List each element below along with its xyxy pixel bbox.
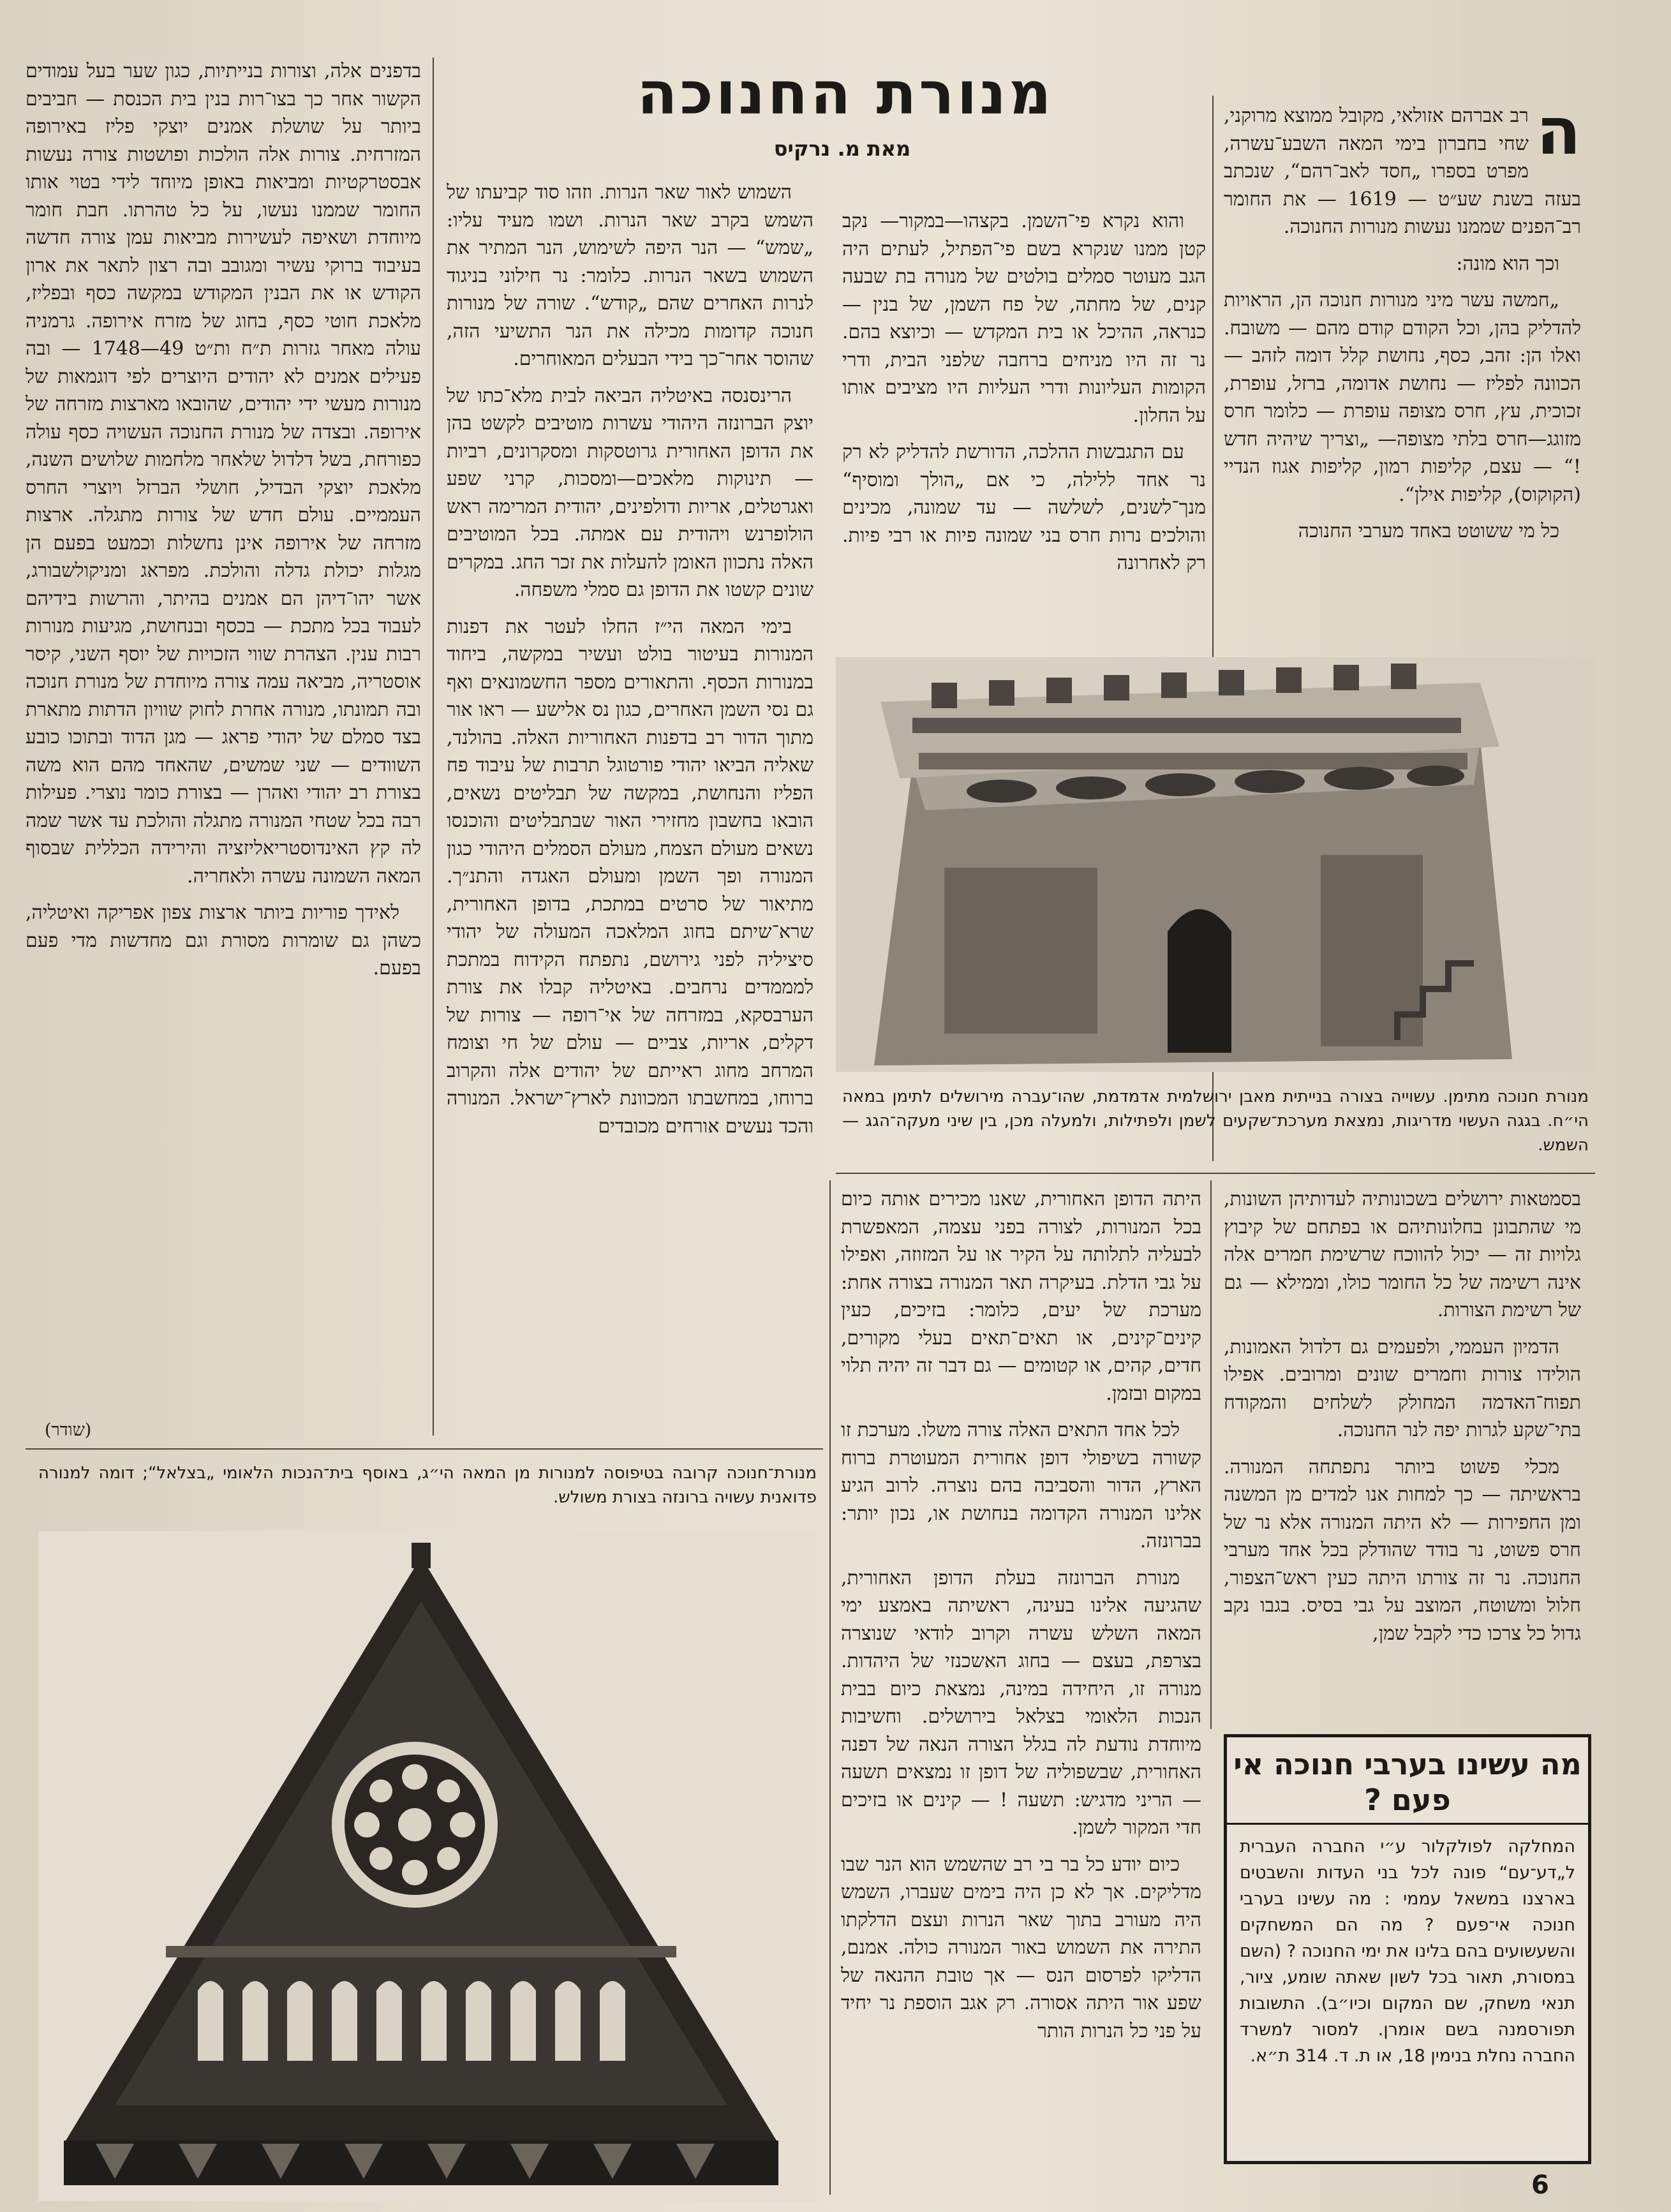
photo-caption-bottom: מנורת־חנוכה קרובה בטיפוסה למנורות מן המאה הי״ג, באוסף בית־הנכות הלאומי „בצלאל“; דומה למנורה פדואנית עשויה ברונזה בצורת משולש. <box>38 1464 817 1507</box>
signature: (שודר) <box>45 1420 92 1440</box>
folklore-appeal-box <box>1224 1734 1591 2164</box>
paragraph: הרינסנסה באיטליה הביאה לבית מלא־כתו של יוצק הברונזה היהודי עשרות מוטיבים לקשט בהן את הדופן האחורית גרוטסקות ומסקרונים, רביות — תינוקות מלאכים—ומסכות, קרני שפע ואגרטלים, אריות ודולפינים, יהודית המרימה ראש הולופרנש ויהודית עם אמתה. בכל המוטיבים האלה נתכוון האומן להעלות את זכר החג. במקרים שונים קשטו את הדופן גם סמלי משפחה. <box>447 384 813 601</box>
column-middle-top <box>842 207 1206 648</box>
paragraph: כל מי ששוטט באחד מערבי החנוכה <box>1298 520 1559 542</box>
paragraph: לאידך פוריות ביותר ארצות צפון אפריקה ואיטליה, כשהן גם שומרות מסורת וגם מחדשות מדי פעם בפעם. <box>26 902 421 979</box>
caption-rule <box>26 1448 823 1450</box>
box-body: המחלקה לפולקלור ע״י החברה העברית ל„דע־עם“ פונה לכל בני העדות והשבטים בארצנו במשאל עממי : מה עשינו בערבי חנוכה אי־פעם ? מה הם המשחקים והשעשועים בהם בלינו את ימי החנוכה ? (השם במסורת, תאור בכל לשון שאתה שומע, ציור, תנאי משחק, שם המקום וכיו״ב). התשובות תפורסמנה בשם אומרן. למסור למשרד החברה נחלת בנימין 18, או ת. ד. 314 ת״א. <box>1240 1837 1575 2066</box>
paragraph: בימי המאה הי״ז החלו לעטר את דפנות המנורות בעיטור בולט ועשיר במקשה, ביחוד במנורות הכסף. והתאורים מספר החשמונאים ואף גם נסי השמן האחרים, כגון נס אלישע — ראו אור מתוך הדור רב בדפנות האחוריות האלה. בהולנד, שאליה הביאו יהודי פורטוגל תרבות של עיבוד פח הפליז והנחושת, במקשה של תבליטים נשאים, הובאו בחשבון מחזירי האור שבתבליטים והוכנסו נשאים מעולם הצמח, מעולם הסמלים היהודי כגון המנורה ופך השמן ומעולם האגדה והתנ״ך. מתיאור של סרטים במתכת, בדופן האחורית, שרא־שיתם בחוג המלאכה המעולה של יהודי סיציליה לפני גירושם, נתפתח הקידוח במתכת למממדים נרחבים. באיטליה קבלו את צורת הערבסקא, במזרחה של אי־רופה — צורות של דקלים, אריות, צביים — עולם של חי וצומח המרחב מחוג ראייתם של יהודים אלה והקרוב ברוחו, במחשבתו המכוונת לארץ־ישראל. המנורה והכד נעשים אורחים מכובדים <box>447 615 813 1138</box>
column-right-top <box>1224 102 1581 651</box>
page-number: 6 <box>1531 2171 1549 2200</box>
drop-cap: ה <box>1536 102 1581 170</box>
article-byline: מאת מ. נרקיס <box>773 137 911 161</box>
triangular-bronze-menorah-photo <box>38 1531 817 2201</box>
column-right-bottom <box>1224 1185 1581 1728</box>
paragraph: מנורת הברונזה בעלת הדופן האחורית, שהגיעה אלינו בעינה, ראשיתה באמצע ימי המאה השלש עשרה וקרוב לודאי שנוצרה בצרפת, בעצם — בחוג האשכנזי של היהדות. מנורה זו, היחידה במינה, נמצאת כיום בבית הנכות הלאומי בצלאל בירושלים. וחשיבות מיוחדת נודעת לה בגלל הצורה הנאה של דפנה האחורית, שבשפוליה של דופן זו נמצאים תשעה— הריני מדגיש: תשעה ! — קינים או בזיכים חדי המקור לשמן. <box>841 1566 1201 1839</box>
column-far-left <box>26 57 421 1420</box>
column-rule <box>433 57 434 1436</box>
paragraph: כיום יודע כל בר בי רב שהשמש הוא הנר שבו מדליקים. אך לא כן היה בימים שעברו, השמש היה מעורב בתוך שאר הנרות ועצם הדלקתו התירה את השמוש באור המנורה כולה. אמנם, הדליקו לפרסום הנס — אך טובת ההנאה של שפע אור היתה אסורה. רק אגב הוספת נר יחיד על פני כל הנרות הותר <box>841 1853 1201 2042</box>
paragraph: היתה הדופן האחורית, שאנו מכירים אותה כיום בכל המנורות, לצורה בפני עצמה, המאפשרת לבעליה לתלותה על הקיר או על המזוזה, ואפילו על גבי הדלת. בעיקרה תאר המנורה בצורה אחת: מערכת של יעים, כלומר: בזיכים, כעין קינים־קינים, או תאים־תאים בעלי מקורים, חדים, קהים, או קטומים — גם דבר זה יהיה תלוי במקום ובזמן. <box>841 1188 1201 1405</box>
paragraph: הדמיון העממי, ולפעמים גם דלדול האמונות, הולידו צורות וחמרים שונים ומרובים. אפילו תפוח־האדמה המחולק לשלחים והמקודח בתי־שקע לגרות יפה לנר החנוכה. <box>1224 1335 1581 1441</box>
column-middle-bottom <box>841 1185 1201 2200</box>
paragraph: לכל אחד התאים האלה צורה משלו. מערכת זו קשורה בשיפולי דופן אחורית המעוטרת ברוח הארץ, הדור והסביבה בהם נוצרה. לרוב הגיע אלינו המנורה הקדומה בנחושת או, נכון יותר: בברונזה. <box>841 1419 1201 1552</box>
paragraph: „חמשה עשר מיני מנורות חנוכה הן, הראויות להדליק בהן, וכל הקודם קודם מהם — משובח. ואלו הן: זהב, כסף, נחושת קלל דומה לזהב — הכוונה לפליז — נחושת אדומה, ברזל, עופרת, זכוכית, עץ, חרס מצופה עופרת — כלומר חרס מזוגג—חרס בלתי מצופה— „וצריך שיהיה חדש !“ — עצם, קליפות רמון, קליפות אגוז הנדיי (הקוקוס), קליפות אילן“. <box>1224 289 1581 506</box>
column-left-middle <box>447 179 813 1432</box>
yemen-stone-menorah-photo <box>836 657 1595 1072</box>
paragraph: מכלי פשוט ביותר נתפתחה המנורה. בראשיתה — כך למחות אנו למדים מן המשנה ומן החפירות — לא היתה המנורה אלא נר של חרס פשוט, נר בודד שהודלק בכל אחד מערבי החנוכה. נר זה צורתו היתה כעין ראש־הצפור, חלול ומשוטח, המוצב על גבי בסיס. בגבו נקב גדול כל צרכו כדי לקבל שמן, <box>1224 1455 1581 1645</box>
paragraph: וכך הוא מונה: <box>1456 252 1559 275</box>
caption-rule <box>836 1173 1595 1174</box>
paragraph: בסמטאות ירושלים בשכונותיה לעדותיהן השונות, מי שהתבונן בחלונותיהם או בפתחם של קיבוץ גלויות זה — יכול להווכח שרשימת חמרים אלה אינה רשימה של כל החומר כולו, וממילא — גם של רשימת הצורות. <box>1224 1188 1581 1321</box>
column-rule <box>829 1180 831 2195</box>
paragraph: והוא נקרא פי־השמן. בקצהו—במקור— נקב קטן ממנו שנקרא בשם פי־הפתיל, לעתים היה הגב מעוטר סמלים בולטים של מנורה בת שבעה קנים, של מחתה, של פח השמן, של בנין — כנראה, ההיכל או בית המקדש — וכיוצא בהם. נר זה היו מניחים ברחבה שלפני הבית, ודרי הקומות העליונות ודרי העליות היו מציבים אותו על החלון. <box>842 210 1206 427</box>
photo-caption-top: מנורת חנוכה מתימן. עשוייה בצורה בנייתית מאבן ירושלמית אדמדמת, שהו־עברה מירושלים לתימן במאה הי״ח. בגגה העשוי מדריגות, נמצאת מערכת־שקעים לשמן ולפתילות, ולמעלה מכן, בין שיני מעקה־הגג — השמש. <box>842 1087 1589 1155</box>
box-title: מה עשינו בערבי חנוכה אי פעם ? <box>1227 1737 1588 1825</box>
triangular-menorah-illustration <box>38 1531 817 2201</box>
paragraph: השמוש לאור שאר הנרות. וזהו סוד קביעתו של השמש בקרב שאר הנרות. ושמו מעיד עליו: „שמש“ — הנר היפה לשימוש, הנר המתיר את השמוש בשאר הנרות. כלומר: נר חילוני בניגוד לנרות האחרים שהם „קודש“. שורה של מנורות חנוכה קדומות מכילה את הנר התשיעי הזה, שהוסר אחר־כך בידי הבעלים המאוחרים. <box>447 181 813 370</box>
paragraph: עם התגבשות ההלכה, הדורשת להדליק לא רק נר אחד ללילה, כי אם „הולך ומוסיף“ מנך־לשנים, לשלשה — עד שמונה, מכינים והולכים נרות חרס בני שמונה פיות או רבי פיות. רק לאחרונה <box>842 441 1206 574</box>
column-rule <box>1210 1180 1212 1729</box>
paragraph: בדפנים אלה, וצורות בנייתיות, כגון שער בעל עמודים הקשור אחר כך בצו־רות בנין בית הכנסת — חביבים ביותר על שושלת אמנים יוצקי פליז באירופה המזרחית. צורות אלה הולכות ופושטות צורה נעשות אבסטרקטיות ומביאות באופן מיוחד לידי בטוי אותו החומר שממנו נעשו, על כל טהרתו. חבת חומר מיוחדת ושאיפה לעשירות מביאות עמן צורה חדשה בעיבוד ברוקי עשיר ומגובב ובה רצון לתאר את ארון הקודש או את הבנין המקודש במקשה כסף ובפליז, מלאכת חוטי כסף, בחוג של מזרח אירופה. גרמניה עולה מאחר גזרות ת״ח ות״ט 49—1748 — ובה פעילים אמנים לא יהודים היוצרים לפי דוגמאות של מנורות מעשי ידי יהודים, שהובאו מארצות מזרחה של אירופה. ובצדה של מנורת החנוכה העשויה כסף עולה כפורחת, בשל דלדול שלאחר מלחמות שלושים השנה, מלאכת יוצקי הבדיל, חושלי הברזל ויוצרי החרס העממיים. עולם חדש של צורות מתגלה. ארצות מזרחה של אירופה אינן נחשלות וכמעט בפעם הן מגלות יכולת גדלה והולכת. מפראג ומניקולשבורג, אשר יהו־דיהן הם אמנים בהיתר, והרשות בידיהם לעבוד בכל מתכת — בכסף ובנחושת, מגיעות מנורות רבות ענין. הצהרת שווי הזכויות של יוסף השני, קיסר אוסטריה, מביאה עמה צורה מיוחדת של מנורת חנוכה ובה תמונתו, מנורה אחרת לחוק שוויון הדתות מתארת בצד סמלם של יהודי פראג — מגן הדוד ובתוכו כובע השוודים — שני שמשים, שהאחד מהם הוא משה בצורת רב יהודי ואהרן — בצורת כומר נוצרי. פעילות רבה בכל שטחי המנורה מתגלה והולכת עד אשר שמה לה קץ האינדוסטריאליזציה והירידה הכללית שבסוף המאה השמונה עשרה ולאחריה. <box>26 60 421 887</box>
stone-menorah-illustration <box>836 657 1595 1072</box>
article-title: מנורת החנוכה <box>637 59 1054 128</box>
paragraph: ה רב אברהם אזולאי, מקובל ממוצא מרוקני, שחי בחברון בימי המאה השבע־עשרה, מפרט בספרו „חסד לאב־רהם“, שנכתב בעזה בשנת שע״ט — 1619 — את החומר רב־הפנים שממנו נעשות מנורות החנוכה. <box>1224 102 1581 238</box>
